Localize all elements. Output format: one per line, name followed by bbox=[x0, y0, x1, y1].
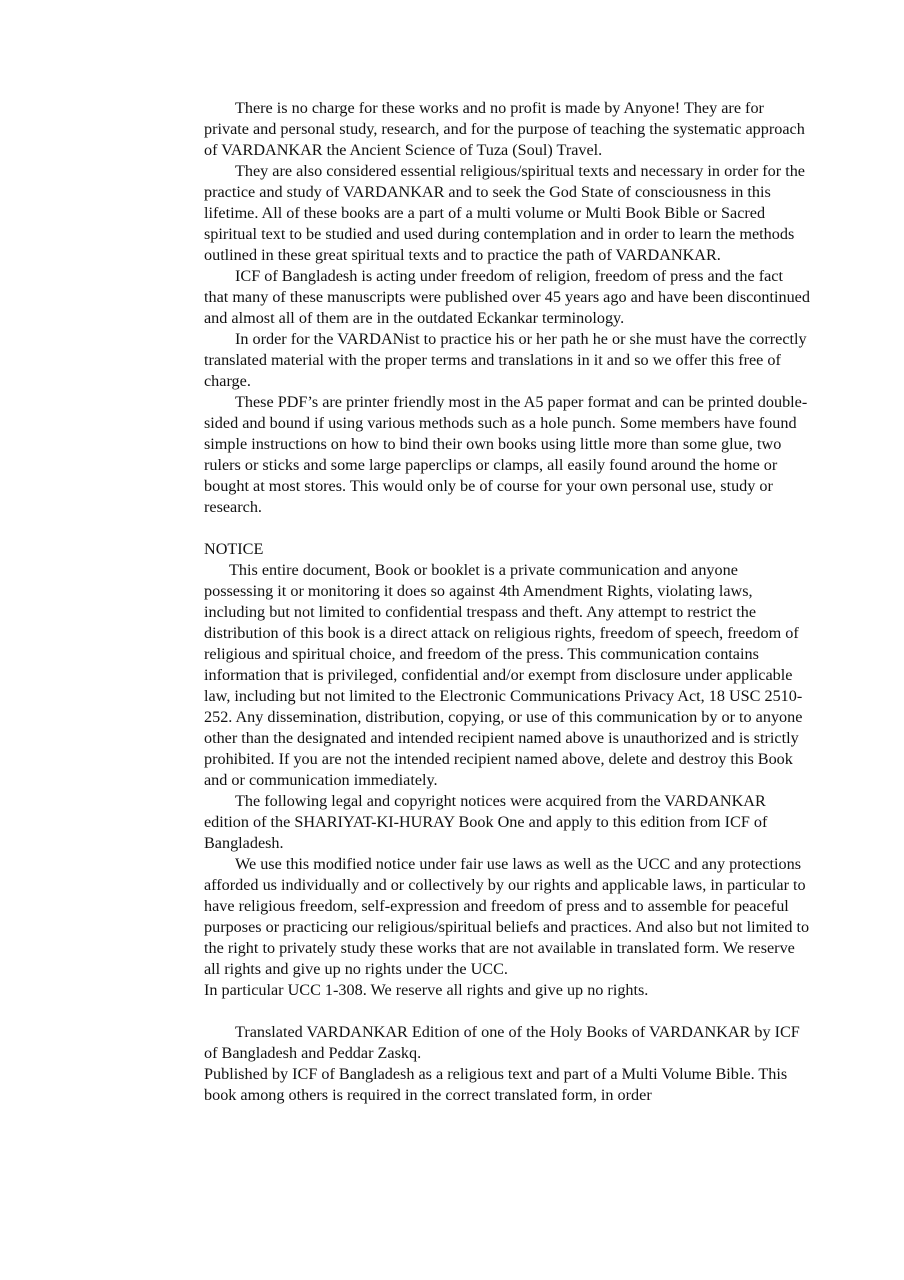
paragraph-no-charge: There is no charge for these works and no profit is made by Anyone! They are for private and personal study, research, and for the purpose of teaching the systematic approach of VARDANKAR the Ancient Science of Tuza (Soul) Travel. bbox=[204, 99, 805, 159]
closing-translated-edition: Translated VARDANKAR Edition of one of the Holy Books of VARDANKAR by ICF of Bangladesh and Peddar Zaskq. bbox=[204, 1023, 800, 1062]
notice-ucc: In particular UCC 1-308. We reserve all rights and give up no rights. bbox=[204, 981, 649, 999]
notice-fair-use: We use this modified notice under fair use laws as well as the UCC and any protections afforded us individually and or collectively by our rights and applicable laws, in particular to have religious freedom, self-expression and freedom of press and to assemble for peaceful purposes or practicing our religious/spiritual beliefs and practices. And also but not limited to the right to privately study these works that are not available in translated form. We reserve all rights and give up no rights under the UCC. bbox=[204, 855, 810, 978]
notice-legal-copyright: The following legal and copyright notices were acquired from the VARDANKAR edition of the SHARIYAT-KI-HURAY Book One and apply to this edition from ICF of Bangladesh. bbox=[204, 792, 768, 852]
notice-heading: NOTICE bbox=[204, 540, 264, 558]
spacer bbox=[204, 1001, 810, 1022]
notice-private-communication: This entire document, Book or booklet is a private communication and anyone possessing it or monitoring it does so against 4th Amendment Rights, violating laws, including but not limited to confidential trespass and theft. Any attempt to restrict the distribution of this book is a direct attack on religious rights, freedom of speech, freedom of religious and spiritual choice, and freedom of the press. This communication contains information that is privileged, confidential and/or exempt from disclosure under applicable law, including but not limited to the Electronic Communications Privacy Act, 18 USC 2510-252. Any dissemination, distribution, copying, or use of this communication by or to anyone other than the designated and intended recipient named above is unauthorized and is strictly prohibited. If you are not the intended recipient named above, delete and destroy this Book and or communication immediately. bbox=[204, 561, 803, 789]
spacer bbox=[204, 518, 810, 539]
document-page bbox=[204, 98, 810, 1106]
closing-published-by: Published by ICF of Bangladesh as a religious text and part of a Multi Volume Bible. This book among others is required in the correct translated form, in order bbox=[204, 1065, 788, 1104]
paragraph-printer-friendly: These PDF’s are printer friendly most in the A5 paper format and can be printed double-sided and bound if using various methods such as a hole punch. Some members have found simple instructions on how to bind their own books using little more than some glue, two rulers or sticks and some large paperclips or clamps, all easily found around the home or bought at most stores. This would only be of course for your own personal use, study or research. bbox=[204, 393, 808, 516]
paragraph-essential-texts: They are also considered essential religious/spiritual texts and necessary in order for the practice and study of VARDANKAR and to seek the God State of consciousness in this lifetime. All of these books are a part of a multi volume or Multi Book Bible or Sacred spiritual text to be studied and used during contemplation and in order to learn the methods outlined in these great spiritual texts and to practice the path of VARDANKAR. bbox=[204, 162, 805, 264]
paragraph-translated-material: In order for the VARDANist to practice his or her path he or she must have the correctly translated material with the proper terms and translations in it and so we offer this free of charge. bbox=[204, 330, 807, 390]
paragraph-freedom-of-religion: ICF of Bangladesh is acting under freedom of religion, freedom of press and the fact that many of these manuscripts were published over 45 years ago and have been discontinued and almost all of them are in the outdated Eckankar terminology. bbox=[204, 267, 810, 327]
